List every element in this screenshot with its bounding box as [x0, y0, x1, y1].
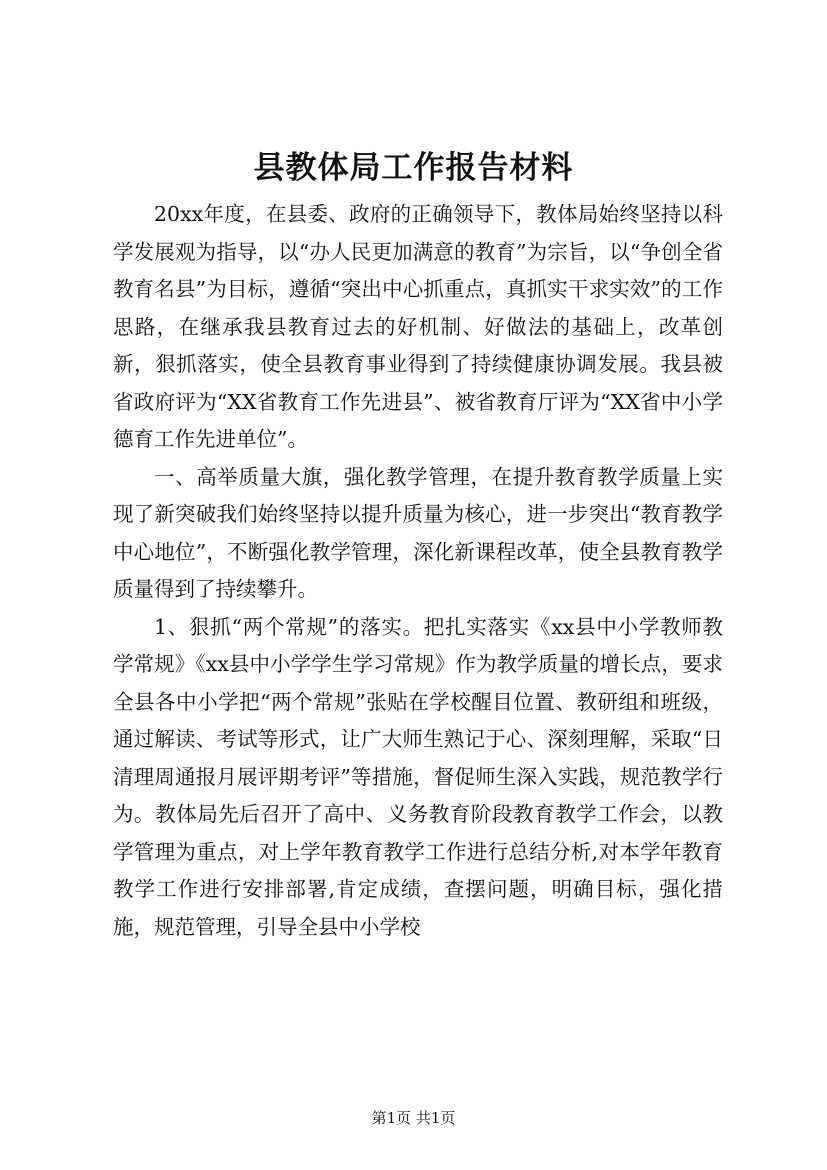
paragraph-section-one: 一、高举质量大旗，强化教学管理，在提升教育教学质量上实现了新突破我们始终坚持以提升质量为核心，进一步突出“教育教学中心地位”，不断强化教学管理，深化新课程改革，使全县教育教学质量得到了持续攀升。 [113, 464, 723, 601]
document-title: 县教体局工作报告材料 [253, 150, 574, 186]
document-body [113, 196, 723, 946]
paragraph-item-one: 1、狠抓“两个常规”的落实。把扎实落实《xx县中小学教师教学常规》《xx县中小学学生学习常规》作为教学质量的增长点，要求全县各中小学把“两个常规”张贴在学校醒目位置、教研组和班级，通过解读、考试等形式，让广大师生熟记于心、深刻理解，采取“日清理周通报月展评期考评”等措施，督促师生深入实践，规范教学行为。教体局先后召开了高中、义务教育阶段教育教学工作会，以教学管理为重点，对上学年教育教学工作进行总结分析,对本学年教育教学工作进行安排部署,肯定成绩，查摆问题，明确目标，强化措施，规范管理，引导全县中小学校 [113, 614, 723, 939]
page-footer: 第1页 共1页 [371, 1109, 456, 1127]
paragraph-intro: 20xx年度，在县委、政府的正确领导下，教体局始终坚持以科学发展观为指导，以“办人民更加满意的教育”为宗旨，以“争创全省教育名县”为目标，遵循“突出中心抓重点，真抓实干求实效”的工作思路，在继承我县教育过去的好机制、好做法的基础上，改革创新，狠抓落实，使全县教育事业得到了持续健康协调发展。我县被省政府评为“XX省教育工作先进县”、被省教育厅评为“XX省中小学德育工作先进单位”。 [113, 202, 723, 451]
